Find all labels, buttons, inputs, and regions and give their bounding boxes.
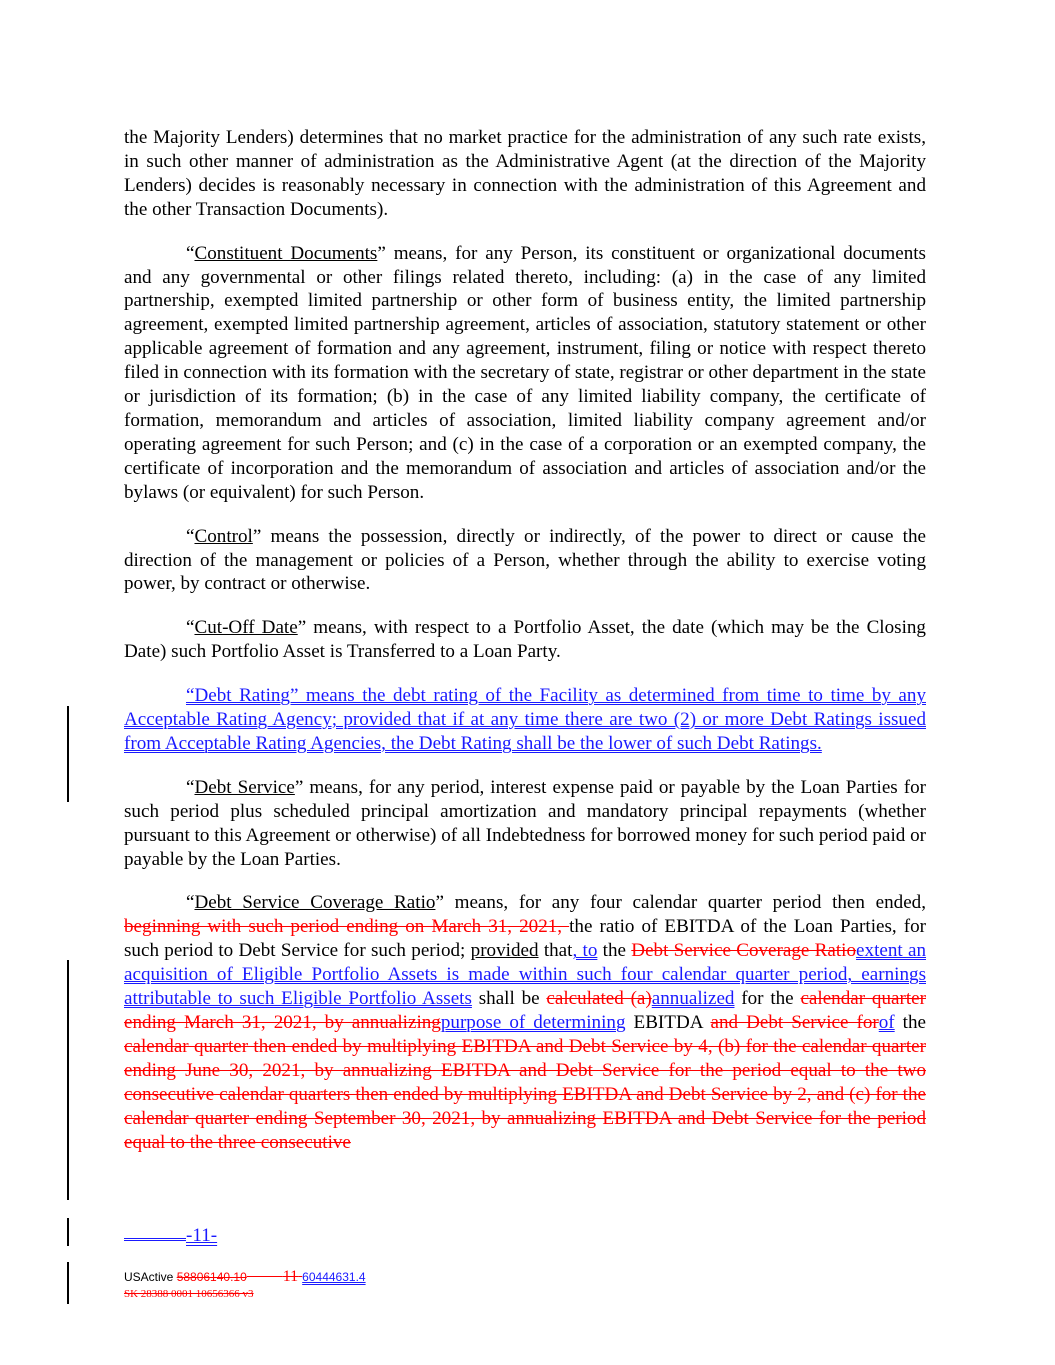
definition-debt-service-coverage-ratio: “Debt Service Coverage Ratio” means, for any four calendar quarter period then ended, beginning with such period ending on March 31, 2021, the ratio of EBITDA of the Loan Parties, for such period to Debt Service for such period; provided that, to the Debt Service Coverage Ratioextent an acquisition of Eligible Portfolio Assets is made within such four calendar quarter period, earnings attributable to such Eligible Portfolio Assets shall be calculated (a)annualized for the calendar quarter ending March 31, 2021, by annualizingpurpose of determining EBITDA and Debt Service forof the calendar quarter then ended by multiplying EBITDA and Debt Service by 4, (b) for the calendar quarter ending June 30, 2021, by annualizing EBITDA and Debt Service for the period equal to the two consecutive calendar quarters then ended by multiplying EBITDA and Debt Service by 2, and (c) for the calendar quarter ending September 30, 2021, by annualizing EBITDA and Debt Service for the period equal to the three consecutive — [124, 892, 927, 1153]
defined-term: Cut-Off Date — [194, 617, 298, 639]
defined-term: Constituent Documents — [194, 242, 378, 264]
inserted-text: , to — [572, 940, 598, 962]
definition-constituent-documents: “Constituent Documents” means, for any Person, its constituent or organizational documents and any governmental or other filings related thereto, including: (a) in the case of any limited partnership, exempted limited partnership or other form of business entity, the limited partnership agreement, exempted limited partnership agreement, articles of association, statutory statement or other applicable agreement of formation and any agreement, instrument, filing or notice with respect thereto filed in connection with its formation with the secretary of state, registrar or other department in the state or jurisdiction of its formation; (b) in the case of any limited liability company, the certificate of formation, memorandum and articles of association, limited liability company agreement and/or operating agreement for such Person; and (c) in the case of a corporation or an exempted company, the certificate of incorporation and the memorandum of association and articles of association and/or the bylaws (or equivalent) for such Person. — [124, 242, 926, 503]
definition-debt-rating — [124, 684, 926, 756]
deleted-text: Debt Service Coverage Ratio — [631, 940, 857, 962]
inserted-text: annualized — [651, 988, 735, 1010]
defined-term: Control — [194, 525, 253, 547]
defined-term: Debt Service — [194, 776, 295, 798]
deleted-text: calculated (a) — [546, 988, 652, 1010]
deleted-text: and Debt Service for — [710, 1012, 879, 1033]
deleted-text: calendar quarter ending March 31, 2021, by annualizing — [124, 988, 926, 1033]
defined-term: Debt Service Coverage Ratio — [194, 892, 436, 914]
definition-cut-off-date: “Cut-Off Date” means, with respect to a Portfolio Asset, the date (which may be the Closing Date) such Portfolio Asset is Transferred to a Loan Party. — [124, 617, 926, 663]
change-bar — [67, 1218, 69, 1246]
document-body — [124, 126, 926, 1174]
deleted-text: beginning with such period ending on March 31, 2021, — [124, 916, 570, 938]
change-bar — [67, 1262, 69, 1304]
inserted-text: of — [878, 1012, 895, 1033]
change-bar — [67, 706, 69, 802]
inserted-doc-id: 60444631.4 — [302, 1270, 366, 1284]
change-bar — [67, 960, 69, 1200]
deleted-text: calendar quarter then ended by multiplying EBITDA and Debt Service by 4, (b) for the calendar quarter ending June 30, 2021, by annualizing EBITDA and Debt Service for the period equal to the two consecutive calendar quarters then ended by multiplying EBITDA and Debt Service by 2, and (c) for the calendar quarter ending September 30, 2021, by annualizing EBITDA and Debt Service for the period equal to the three consecutive — [124, 1035, 926, 1153]
deleted-page-number: 11 — [282, 1268, 299, 1285]
deleted-doc-id: 58806140.10 — [176, 1270, 247, 1284]
footer-deleted-line: SK 28388 0001 10656366 v3 — [124, 1288, 254, 1300]
page-number: -11- — [124, 1221, 224, 1247]
footer-document-id: USActive 58806140.10 11 60444631.4 — [124, 1268, 366, 1285]
inserted-text: “Debt Rating” means the debt rating of the Facility as determined from time to time by any Acceptable Rating Agency; provided that if at any time there are two (2) or more Debt Ratings issued from Acceptable Rating Agencies, the Debt Rating shall be the lower of such Debt Ratings. — [124, 685, 926, 754]
definition-debt-service: “Debt Service” means, for any period, interest expense paid or payable by the Loan Parties for such period plus scheduled principal amortization and mandatory principal repayments (whether pursuant to this Agreement or otherwise) of all Indebtedness for borrowed money for such period paid or payable by the Loan Parties. — [124, 776, 926, 870]
inserted-text: purpose of determining — [440, 1012, 626, 1033]
paragraph-continuation: the Majority Lenders) determines that no market practice for the administration of any such rate exists, in such other manner of administration as the Administrative Agent (at the direction of the Majority Lenders) decides is reasonably necessary in connection with the administration of this Agreement and the other Transaction Documents). — [124, 127, 926, 220]
definition-control: “Control” means the possession, directly or indirectly, of the power to direct or cause the direction of the management or policies of a Person, whether through the ability to exercise voting power, by contract or otherwise. — [124, 525, 926, 595]
inserted-text: extent an acquisition of Eligible Portfolio Assets is made within such four calendar quarter period, earnings attributable to such Eligible Portfolio Assets — [124, 940, 927, 1010]
